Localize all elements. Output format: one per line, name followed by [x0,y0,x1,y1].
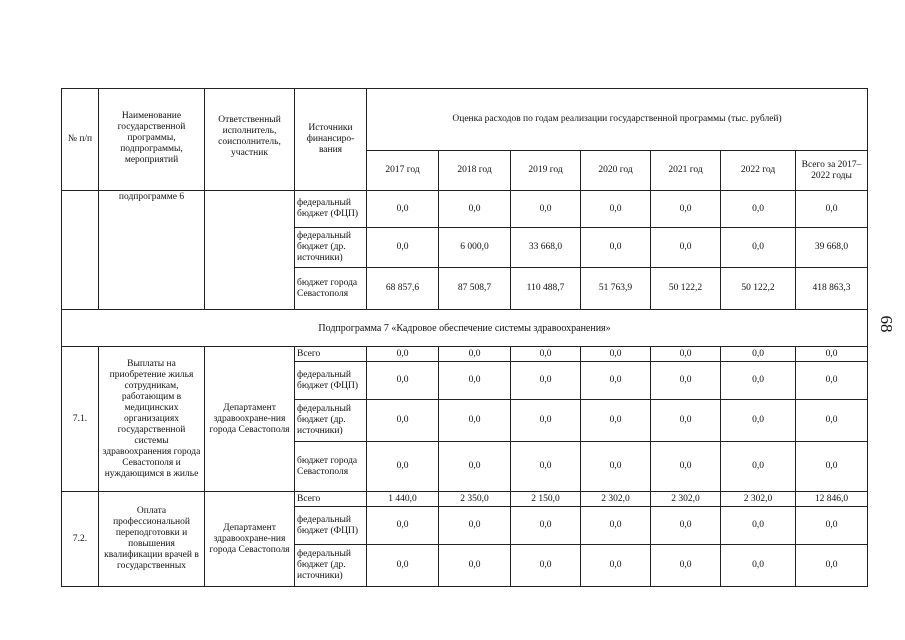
value-cell: 0,0 [651,362,721,400]
source-cell: федеральный бюджет (др. источники) [295,400,367,442]
source-cell: бюджет города Севастополя [295,268,367,310]
item-name: подпрограмме 6 [99,191,205,310]
budget-table [61,88,868,587]
value-cell: 0,0 [651,507,721,545]
value-cell: 0,0 [651,347,721,362]
value-cell: 0,0 [367,400,439,442]
header-num: № п/п [62,89,99,191]
value-cell: 87 508,7 [439,268,511,310]
subprogram-row [62,310,868,347]
header-sources: Источники финансиро-вания [295,89,367,191]
value-cell: 0,0 [439,442,511,492]
value-cell: 0,0 [796,442,868,492]
header-estimate: Оценка расходов по годам реализации государственной программы (тыс. рублей) [367,89,868,151]
responsible-cell: Департамент здравоохране-ния города Севастополя [205,492,295,587]
item-name: Выплаты на приобретение жилья сотрудникам, работающим в медицинских организациях государственной системы здравоохранения города Севастополя и нуждающимся в жилье [99,347,205,492]
value-cell: 0,0 [581,545,651,587]
value-cell: 0,0 [721,347,796,362]
value-cell: 0,0 [367,347,439,362]
value-cell: 0,0 [367,362,439,400]
value-cell: 418 863,3 [796,268,868,310]
table-row [62,347,868,362]
value-cell: 0,0 [581,191,651,228]
header-year: 2019 год [511,151,581,191]
value-cell: 0,0 [651,400,721,442]
value-cell: 68 857,6 [367,268,439,310]
value-cell: 0,0 [439,507,511,545]
value-cell: 0,0 [721,507,796,545]
value-cell: 0,0 [511,507,581,545]
value-cell: 0,0 [511,442,581,492]
table-row [62,492,868,507]
source-cell: федеральный бюджет (др. источники) [295,545,367,587]
value-cell: 0,0 [721,362,796,400]
value-cell: 0,0 [367,442,439,492]
value-cell: 0,0 [651,545,721,587]
header-year: 2020 год [581,151,651,191]
value-cell: 0,0 [367,507,439,545]
source-cell: федеральный бюджет (ФЦП) [295,191,367,228]
header-name: Наименование государственной программы, подпрограммы, мероприятий [99,89,205,191]
value-cell: 0,0 [581,442,651,492]
value-cell: 0,0 [651,228,721,268]
value-cell: 12 846,0 [796,492,868,507]
value-cell: 0,0 [581,507,651,545]
value-cell: 0,0 [796,507,868,545]
value-cell: 0,0 [651,442,721,492]
header-year: 2021 год [651,151,721,191]
source-cell: Всего [295,492,367,507]
row-number: 7.2. [62,492,99,587]
responsible-cell [205,191,295,310]
header-year: 2018 год [439,151,511,191]
value-cell: 0,0 [796,362,868,400]
value-cell: 33 668,0 [511,228,581,268]
value-cell: 50 122,2 [651,268,721,310]
value-cell: 1 440,0 [367,492,439,507]
value-cell: 0,0 [511,545,581,587]
value-cell: 6 000,0 [439,228,511,268]
value-cell: 110 488,7 [511,268,581,310]
value-cell: 0,0 [439,545,511,587]
value-cell: 0,0 [581,347,651,362]
value-cell: 0,0 [581,228,651,268]
source-cell: федеральный бюджет (ФЦП) [295,507,367,545]
value-cell: 0,0 [721,228,796,268]
source-cell: Всего [295,347,367,362]
row-number [62,191,99,310]
subprogram-title: Подпрограмма 7 «Кадровое обеспечение системы здравоохранения» [62,310,868,347]
header-responsible: Ответственный исполнитель, соисполнитель, участник [205,89,295,191]
value-cell: 0,0 [796,347,868,362]
value-cell: 0,0 [439,362,511,400]
value-cell: 2 350,0 [439,492,511,507]
value-cell: 0,0 [367,545,439,587]
value-cell: 0,0 [439,347,511,362]
value-cell: 0,0 [721,400,796,442]
value-cell: 0,0 [439,191,511,228]
value-cell: 0,0 [796,191,868,228]
page-number: 68 [877,315,896,333]
value-cell: 0,0 [581,400,651,442]
source-cell: федеральный бюджет (др. источники) [295,228,367,268]
value-cell: 0,0 [511,400,581,442]
value-cell: 39 668,0 [796,228,868,268]
value-cell: 51 763,9 [581,268,651,310]
header-year: 2022 год [721,151,796,191]
header-year-total: Всего за 2017–2022 годы [796,151,868,191]
value-cell: 2 302,0 [581,492,651,507]
value-cell: 2 302,0 [651,492,721,507]
value-cell: 0,0 [367,191,439,228]
value-cell: 0,0 [651,191,721,228]
value-cell: 0,0 [721,442,796,492]
value-cell: 0,0 [511,347,581,362]
value-cell: 2 302,0 [721,492,796,507]
header-year: 2017 год [367,151,439,191]
value-cell: 0,0 [367,228,439,268]
value-cell: 0,0 [511,362,581,400]
value-cell: 0,0 [796,545,868,587]
value-cell: 0,0 [439,400,511,442]
item-name: Оплата профессиональной переподготовки и повышения квалификации врачей в государственных [99,492,205,587]
source-cell: бюджет города Севастополя [295,442,367,492]
table-row [62,191,868,228]
value-cell: 0,0 [721,191,796,228]
value-cell: 0,0 [581,362,651,400]
value-cell: 0,0 [796,400,868,442]
row-number: 7.1. [62,347,99,492]
value-cell: 50 122,2 [721,268,796,310]
value-cell: 0,0 [721,545,796,587]
responsible-cell: Департамент здравоохране-ния города Севастополя [205,347,295,492]
value-cell: 0,0 [511,191,581,228]
value-cell: 2 150,0 [511,492,581,507]
table-body [62,89,868,587]
source-cell: федеральный бюджет (ФЦП) [295,362,367,400]
